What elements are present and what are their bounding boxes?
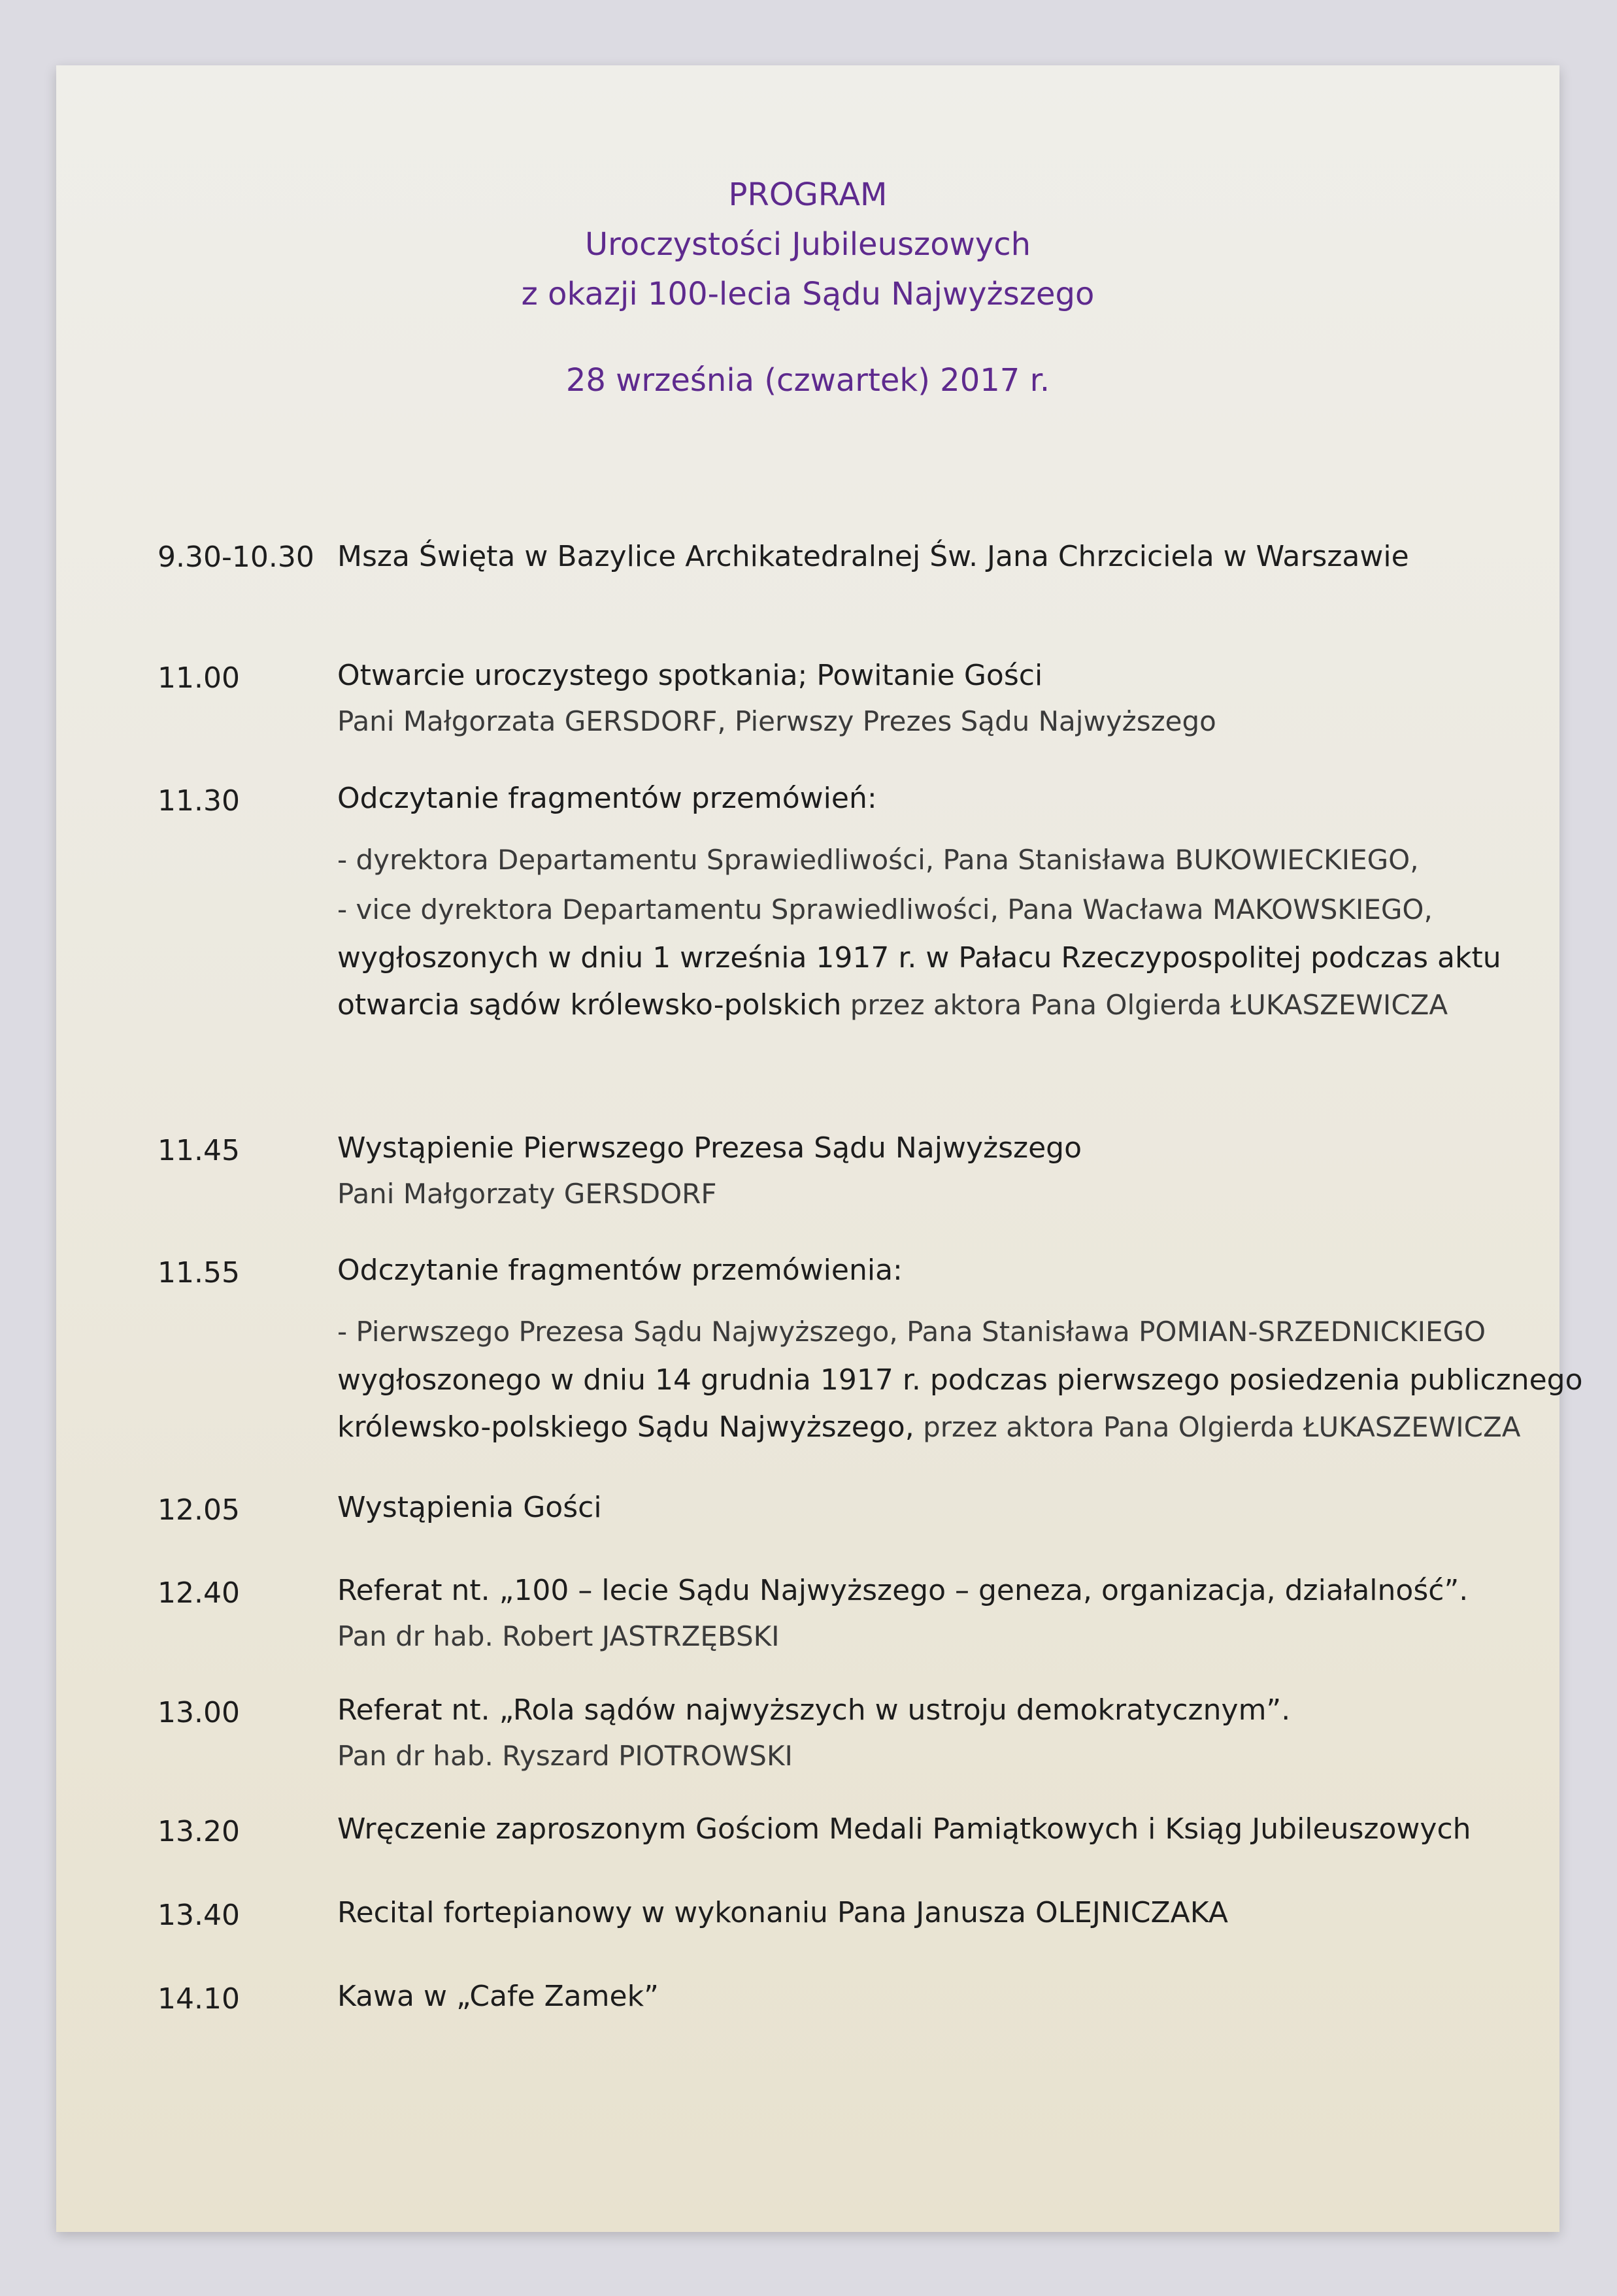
item-entry [337,1889,1533,1937]
item-entry [337,1567,1533,1659]
header-date: 28 września (czwartek) 2017 r. [565,362,1050,399]
item-time: 13.40 [158,1899,240,1932]
item-entry [337,1973,1533,2020]
item-title: Kawa w „Cafe Zamek” [337,1980,659,2013]
item-title: Wystąpienie Pierwszego Prezesa Sądu Najwyższego [337,1131,1082,1165]
item-line-final [337,982,1533,1029]
item-speaker: Pani Małgorzaty GERSDORF [337,1178,717,1210]
item-line-light: przez aktora Pana Olgierda ŁUKASZEWICZA [914,1411,1521,1443]
item-time: 12.05 [158,1493,240,1527]
item-speaker: Pan dr hab. Ryszard PIOTROWSKI [337,1740,793,1772]
item-speaker: Pani Małgorzata GERSDORF, Pierwszy Prezes Sądu Najwyższego [337,705,1216,737]
item-time: 13.00 [158,1696,240,1729]
item-time: 14.10 [158,1982,240,2016]
program-sheet [56,65,1583,2232]
item-title: Referat nt. „100 – lecie Sądu Najwyższego – geneza, organizacja, działalność”. [337,1574,1469,1607]
item-title: Wystąpienia Gości [337,1491,602,1524]
item-line-bold: otwarcia sądów królewsko-polskich [337,988,842,1022]
item-line: - Pierwszego Prezesa Sądu Najwyższego, Pana Stanisława POMIAN-SRZEDNICKIEGO [337,1316,1486,1348]
item-title: Referat nt. „Rola sądów najwyższych w ustroju demokratycznym”. [337,1693,1291,1727]
item-line: - dyrektora Departamentu Sprawiedliwości, Pana Stanisława BUKOWIECKIEGO, [337,844,1419,876]
item-title: Wręczenie zaproszonym Gościom Medali Pamiątkowych i Ksiąg Jubileuszowych [337,1812,1471,1846]
item-line-bold: królewsko-polskiego Sądu Najwyższego, [337,1410,914,1444]
item-entry [337,1687,1533,1778]
item-entry [337,1484,1533,1531]
item-title: Recital fortepianowy w wykonaniu Pana Janusza OLEJNICZAKA [337,1896,1228,1929]
program-header [56,170,1559,405]
item-title: Odczytanie fragmentów przemówienia: [337,1254,903,1287]
item-line: wygłoszonych w dniu 1 września 1917 r. w Pałacu Rzeczypospolitej podczas aktu [337,941,1501,974]
header-title: PROGRAM [728,176,888,213]
item-title: Odczytanie fragmentów przemówień: [337,782,877,815]
item-time: 11.45 [158,1134,240,1167]
header-subtitle: Uroczystości Jubileuszowych [584,226,1031,263]
header-occasion: z okazji 100-lecia Sądu Najwyższego [521,276,1095,312]
item-entry [337,1806,1533,1853]
item-entry [337,775,1533,1029]
item-line: - vice dyrektora Departamentu Sprawiedliwości, Pana Wacława MAKOWSKIEGO, [337,893,1433,925]
item-entry [337,1125,1533,1216]
item-time: 9.30-10.30 [158,541,314,574]
item-time: 12.40 [158,1576,240,1610]
item-speaker: Pan dr hab. Robert JASTRZĘBSKI [337,1620,780,1652]
item-entry [337,652,1533,744]
item-time: 13.20 [158,1815,240,1848]
item-time: 11.00 [158,661,240,695]
item-title: Msza Święta w Bazylice Archikatedralnej Św. Jana Chrzciciela w Warszawie [337,540,1409,573]
item-line: wygłoszonego w dniu 14 grudnia 1917 r. podczas pierwszego posiedzenia publicznego [337,1363,1583,1397]
item-entry [337,533,1533,580]
item-entry [337,1247,1583,1451]
item-time: 11.55 [158,1256,240,1289]
item-title: Otwarcie uroczystego spotkania; Powitanie Gości [337,659,1043,692]
item-line-light: przez aktora Pana Olgierda ŁUKASZEWICZA [841,989,1448,1021]
item-time: 11.30 [158,784,240,818]
item-line-final [337,1404,1533,1451]
